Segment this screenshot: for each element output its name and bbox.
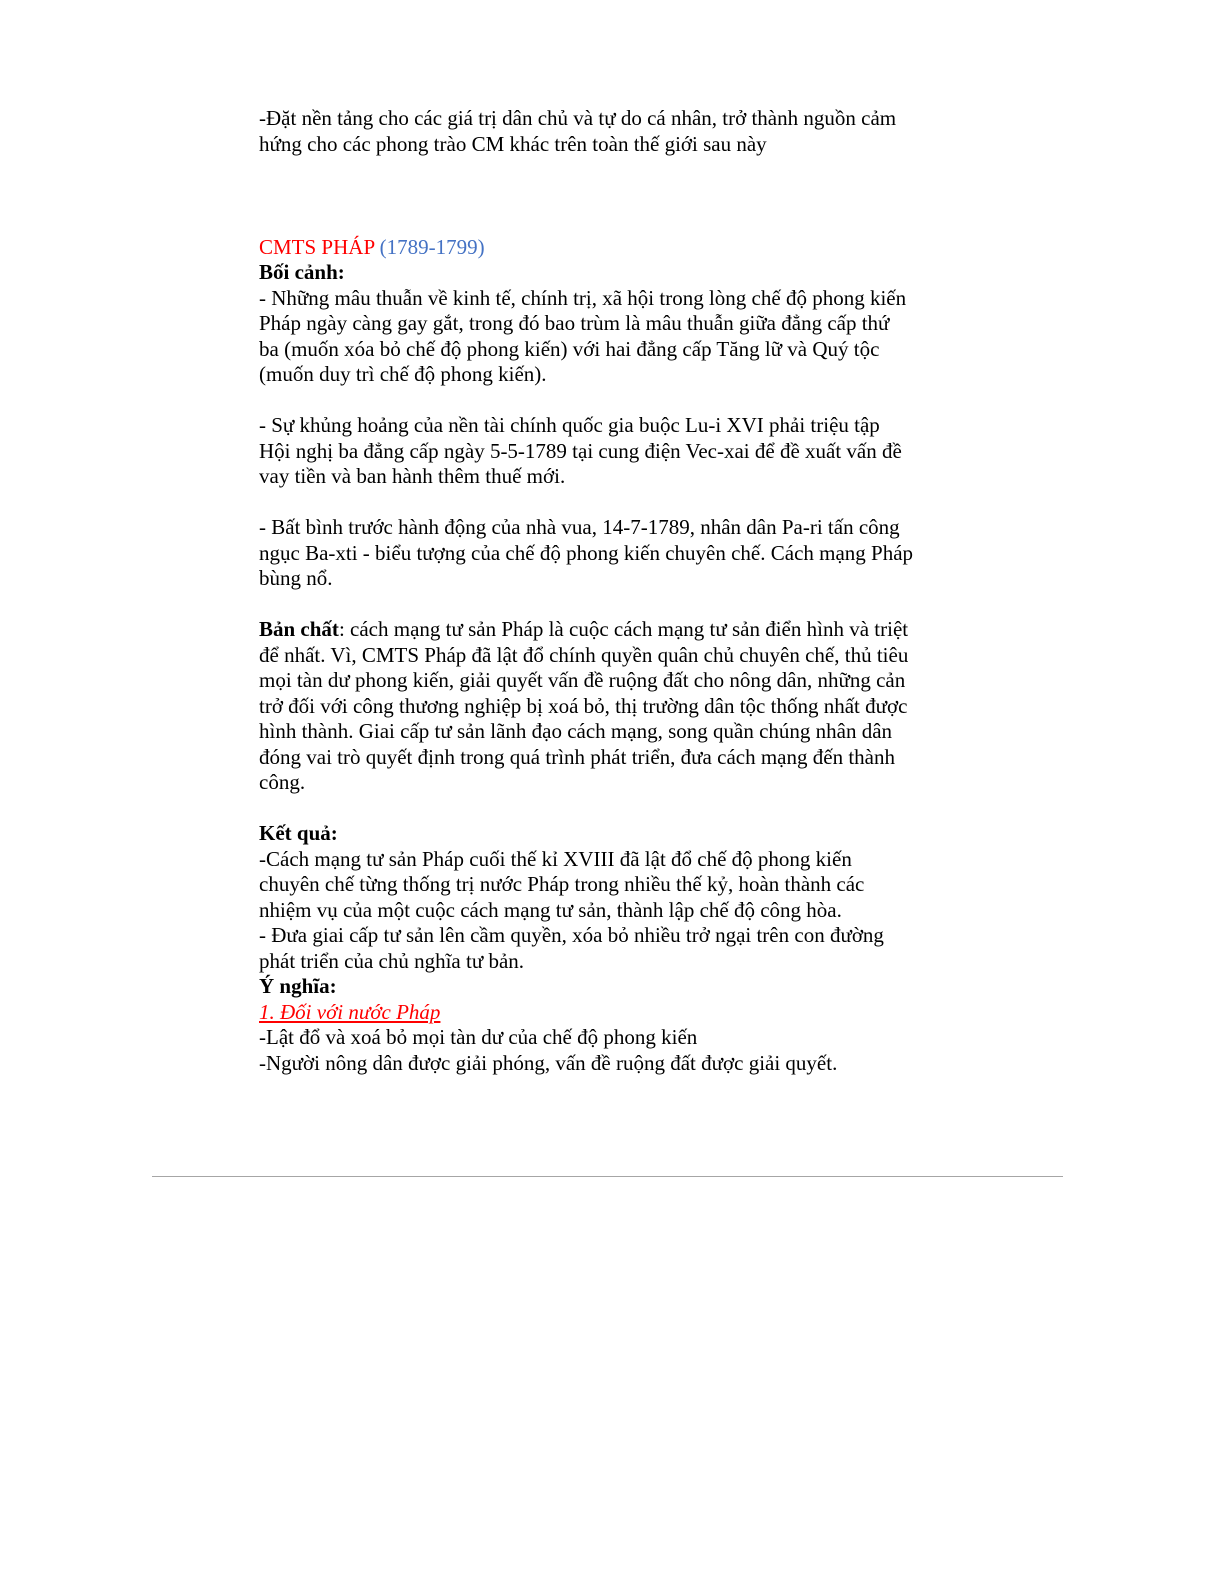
result-line: nhiệm vụ của một cuộc cách mạng tư sản, thành lập chế độ công hòa. (259, 897, 842, 922)
intro-line: -Đặt nền tảng cho các giá trị dân chủ và tự do cá nhân, trở thành nguồn cảm (259, 106, 897, 130)
context-heading: Bối cảnh: (259, 260, 345, 284)
nature-line: trở đối với công thương nghiệp bị xoá bỏ, thị trường dân tộc thống nhất được (259, 693, 908, 718)
section-title-years: (1789-1799) (379, 234, 485, 259)
context-para1-line: (muốn duy trì chế độ phong kiến). (259, 362, 547, 386)
meaning-line: -Lật đổ và xoá bỏ mọi tàn dư của chế độ phong kiến (259, 1025, 698, 1049)
page-divider (152, 1176, 1063, 1177)
nature-first-line: : cách mạng tư sản Pháp là cuộc cách mạng tư sản điển hình và triệt (338, 617, 909, 641)
result-line: phát triển của chủ nghĩa tư bản. (259, 948, 525, 973)
meaning-heading: Ý nghĩa: (259, 974, 337, 998)
meaning-subheading-text: 1. Đối với nước Pháp (259, 999, 441, 1024)
context-para3-line: bùng nổ. (259, 566, 333, 590)
context-para3-line: ngục Ba-xti - biểu tượng của chế độ phong kiến chuyên chế. Cách mạng Pháp (259, 540, 914, 565)
intro-line: hứng cho các phong trào CM khác trên toàn thế giới sau này (259, 131, 767, 156)
result-heading: Kết quả: (259, 821, 338, 845)
context-para2-line: vay tiền và ban hành thêm thuế mới. (259, 464, 566, 488)
document-body (259, 106, 979, 1076)
context-para1-line: Pháp ngày càng gay gắt, trong đó bao trùm là mâu thuẫn giữa đẳng cấp thứ (259, 311, 890, 335)
section-title (259, 235, 979, 261)
meaning-line: -Người nông dân được giải phóng, vấn đề ruộng đất được giải quyết. (259, 1050, 838, 1075)
meaning-subheading (259, 1000, 979, 1026)
spacer (259, 209, 979, 235)
spacer (259, 157, 979, 209)
context-para2-line: - Sự khủng hoảng của nền tài chính quốc gia buộc Lu-i XVI phải triệu tập (259, 413, 880, 437)
spacer (259, 388, 979, 414)
spacer (259, 592, 979, 618)
result-line: -Cách mạng tư sản Pháp cuối thế kỉ XVIII đã lật đổ chế độ phong kiến (259, 846, 852, 871)
spacer (259, 796, 979, 822)
context-para2-line: Hội nghị ba đẳng cấp ngày 5-5-1789 tại cung điện Vec-xai để đề xuất vấn đề (259, 438, 902, 463)
section-title-main: CMTS PHÁP (259, 234, 375, 259)
context-para1-line: - Những mâu thuẫn về kinh tế, chính trị, xã hội trong lòng chế độ phong kiến (259, 285, 907, 310)
result-line: chuyên chế từng thống trị nước Pháp trong nhiều thế kỷ, hoàn thành các (259, 872, 865, 896)
context-para3-line: - Bất bình trước hành động của nhà vua, 14-7-1789, nhân dân Pa-ri tấn công (259, 515, 900, 539)
nature-line: đóng vai trò quyết định trong quá trình phát triển, đưa cách mạng đến thành (259, 744, 895, 769)
nature-line: để nhất. Vì, CMTS Pháp đã lật đổ chính quyền quân chủ chuyên chế, thủ tiêu (259, 642, 909, 667)
nature-label: Bản chất (259, 617, 339, 641)
context-para1-line: ba (muốn xóa bỏ chế độ phong kiến) với hai đẳng cấp Tăng lữ và Quý tộc (259, 336, 880, 361)
nature-line: mọi tàn dư phong kiến, giải quyết vấn đề ruộng đất cho nông dân, những cản (259, 668, 906, 692)
nature-line (259, 617, 979, 643)
nature-line: công. (259, 770, 306, 794)
spacer (259, 490, 979, 516)
result-line: - Đưa giai cấp tư sản lên cầm quyền, xóa bỏ nhiều trở ngại trên con đường (259, 923, 884, 947)
nature-line: hình thành. Giai cấp tư sản lãnh đạo cách mạng, song quần chúng nhân dân (259, 719, 893, 743)
